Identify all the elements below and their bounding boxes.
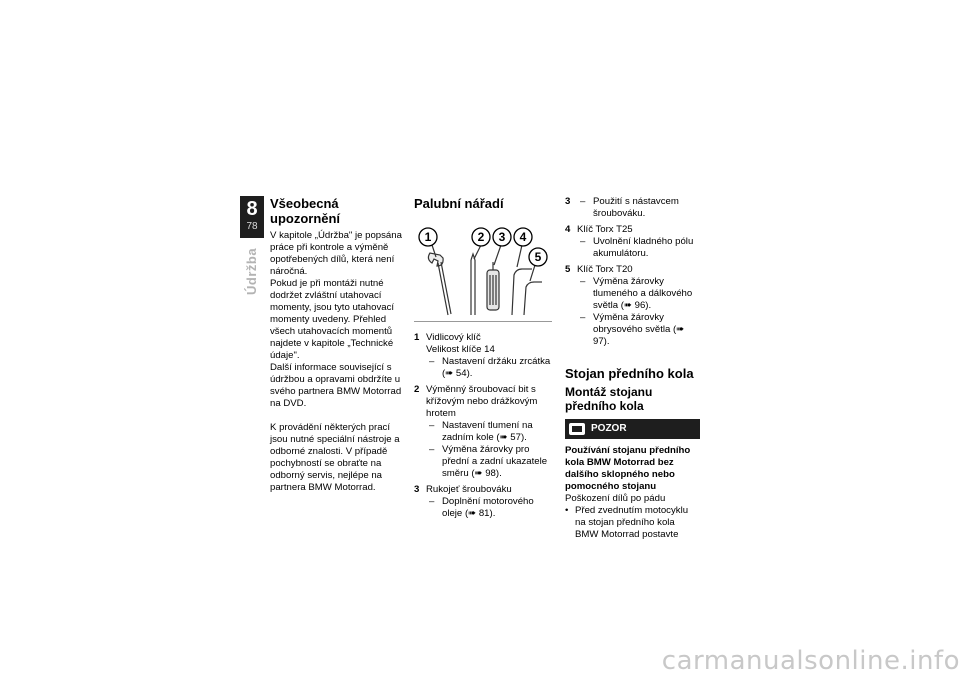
- tool-item-number: 1: [414, 332, 420, 343]
- paragraph: K provádění některých prací jsou nutné speciální nástroje a odborné znalosti. V případě pochybností se obraťte na odborný servis, nejlépe na partnera BMW Motorrad.: [270, 422, 400, 493]
- caution-heading: Používání stojanu předního kola BMW Motorrad bez dalšího sklopného nebo pomocného stojanu: [565, 445, 691, 492]
- paragraph: Pokud je při montáži nutné dodržet zvláštní utahovací momenty, jsou tyto utahovací momenty uvedeny. Přehled všech utahovacích momentů najdete v kapitole „Technické údaje".: [270, 278, 395, 361]
- tool-usage-text: Nastavení držáku zrcátka: [442, 356, 551, 367]
- callout-1: 1: [424, 230, 432, 244]
- tool-item: [565, 196, 700, 220]
- chapter-side-label: Údržba: [244, 248, 259, 296]
- caution-consequence: Poškození dílů po pádu: [565, 493, 666, 504]
- section-title-front-stand: Stojan předního kola: [565, 366, 694, 381]
- caution-label: POZOR: [591, 423, 627, 434]
- paragraph: Další informace související s údržbou a opravami obdržíte u svého partnera BMW Motorrad na DVD.: [270, 362, 402, 409]
- caution-instruction: • Před zvednutím motocyklu na stojan předního kola BMW Motorrad postavte: [565, 505, 689, 540]
- chapter-marker: [240, 196, 264, 238]
- callout-4: 4: [519, 230, 527, 244]
- tool-usage: – Použití s nástavcem šroubováku.: [580, 196, 679, 219]
- tool-item: [565, 264, 700, 348]
- tool-usage: – Nastavení držáku zrcátka (➠ 54).: [426, 356, 554, 380]
- caution-instruction-text: Před zvednutím motocyklu na stojan předního kola BMW Motorrad postavte: [575, 505, 689, 540]
- tool-item-number: 5: [565, 264, 571, 275]
- tool-usage-text: Doplnění motorového oleje: [442, 496, 534, 519]
- tool-usage: – Uvolnění kladného pólu akumulátoru.: [580, 236, 694, 259]
- tool-usage-ref[interactable]: (➠ 54).: [442, 368, 473, 379]
- subsection-title-front-stand: Montáž stojanu předního kola: [565, 385, 653, 413]
- tool-usage-text: Výměna žárovky pro přední a zadní ukazatele směru: [442, 444, 548, 479]
- tool-usage-text: Nastavení tlumení na zadním kole: [442, 420, 533, 443]
- tool-usage-text: Výměna žárovky tlumeného a dálkového světla: [593, 276, 693, 311]
- tool-item-line: Výměnný šroubovací bit s křížovým nebo drážkovým hrotem: [426, 384, 538, 419]
- tool-item-line: Rukojeť šroubováku: [426, 484, 512, 495]
- section-title-general: Všeobecná upozornění: [270, 196, 341, 226]
- chapter-number: 8: [246, 198, 258, 220]
- paragraph: V kapitole „Údržba" je popsána práce při kontrole a výměně opotřebených dílů, která není náročná.: [270, 230, 402, 277]
- tool-usage-text: Výměna žárovky obrysového světla: [593, 312, 671, 335]
- column-general-notes: [270, 196, 410, 506]
- caution-banner: [565, 419, 700, 439]
- tool-usage-ref[interactable]: (➠ 98).: [471, 468, 502, 479]
- tool-item-number: 3: [414, 484, 420, 495]
- tool-usage-ref[interactable]: (➠ 97).: [593, 324, 685, 347]
- tool-item-number: 2: [414, 384, 420, 395]
- tool-item-number: 3: [565, 196, 571, 207]
- callout-5: 5: [534, 250, 542, 264]
- tool-item: [565, 224, 700, 260]
- tool-usage: – Výměna žárovky pro přední a zadní ukazatele směru (➠ 98).: [429, 444, 548, 479]
- tool-usage-ref[interactable]: (➠ 81).: [464, 508, 496, 519]
- tool-item-number: 4: [565, 224, 571, 235]
- tool-usage: – Nastavení tlumení na zadním kole (➠ 57).: [429, 420, 533, 443]
- tool-item: [414, 384, 554, 480]
- tool-usage-text: Uvolnění kladného pólu akumulátoru.: [593, 236, 694, 259]
- tool-usage-ref[interactable]: (➠ 96).: [620, 300, 652, 311]
- tool-usage: – Výměna žárovky tlumeného a dálkového světla (➠ 96).: [580, 276, 693, 311]
- toolkit-figure: [414, 215, 552, 322]
- watermark-text: carmanualsonline.info: [661, 646, 960, 676]
- tool-item-line: Klíč Torx T25: [577, 224, 633, 235]
- callout-2: 2: [477, 230, 485, 244]
- section-title-tools: Palubní nářadí: [414, 196, 504, 211]
- tool-usage: – Výměna žárovky obrysového světla (➠ 97).: [580, 312, 685, 347]
- tool-item: [414, 484, 554, 520]
- tool-item-line: Klíč Torx T20: [577, 264, 633, 275]
- tool-usage-ref[interactable]: (➠ 57).: [496, 432, 527, 443]
- warning-icon: [569, 423, 585, 435]
- column-onboard-tools: [414, 196, 554, 524]
- tool-item: [414, 332, 554, 380]
- tool-item-line: Vidlicový klíč: [426, 332, 481, 343]
- tool-usage-text: Použití s nástavcem šroubováku.: [593, 196, 679, 219]
- column-tools-continued: [565, 196, 700, 541]
- callout-3: 3: [498, 230, 506, 244]
- toolkit-illustration: [414, 215, 552, 321]
- tool-item-line: Velikost klíče 14: [426, 344, 495, 355]
- page-number: 78: [246, 221, 258, 232]
- tool-usage: – Doplnění motorového oleje (➠ 81).: [429, 496, 534, 519]
